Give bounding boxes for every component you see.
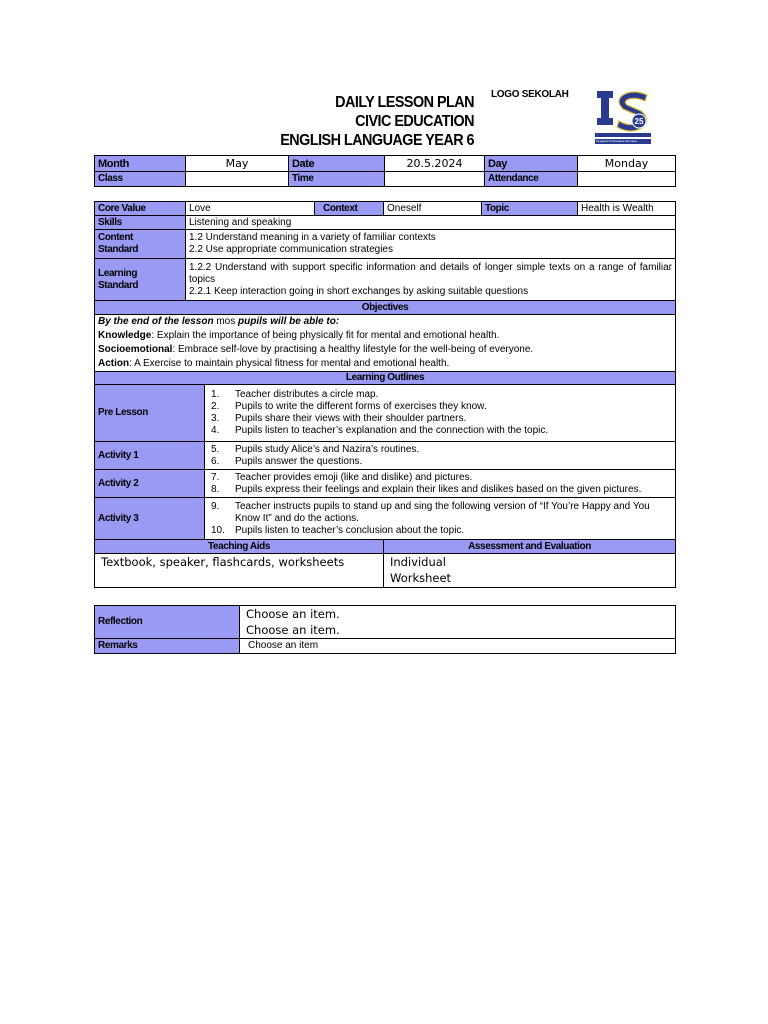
pre-lesson-list	[211, 389, 672, 437]
lesson-plan-table	[94, 201, 676, 588]
reflection-choice-1[interactable]: Choose an item.	[246, 607, 340, 621]
month-label: Month	[95, 156, 186, 172]
action-label: Action	[98, 358, 130, 369]
date-value[interactable]: 20.5.2024	[385, 156, 485, 172]
list-item: 6. Pupils answer the questions.	[211, 455, 363, 467]
class-value[interactable]	[186, 172, 289, 187]
objectives-body	[95, 315, 676, 372]
date-label: Date	[289, 156, 385, 172]
teaching-aids-value[interactable]	[95, 554, 384, 588]
document-title	[250, 93, 474, 150]
teaching-aids-heading: Teaching Aids	[95, 540, 384, 554]
list-item: 5. Pupils study Alice’s and Nazira’s routines.	[211, 443, 420, 455]
list-item: 7. Teacher provides emoji (like and dislike) and pictures.	[211, 471, 473, 483]
activity-2-steps	[205, 470, 676, 498]
knowledge-label: Knowledge	[98, 330, 152, 341]
attendance-value[interactable]	[578, 172, 676, 187]
topic-value: Health is Wealth	[578, 202, 676, 216]
reflection-value[interactable]	[240, 606, 676, 639]
activity-3-steps	[205, 498, 676, 540]
day-label: Day	[485, 156, 578, 172]
activity-1-list	[211, 444, 672, 468]
objectives-intro-c: pupils will be able to:	[238, 316, 340, 327]
svg-text:25: 25	[634, 117, 644, 126]
assessment-line-1: Individual	[390, 555, 447, 569]
content-standard-1: 1.2 Understand meaning in a variety of familiar contexts	[189, 232, 436, 243]
objectives-intro-a: By the end of the lesson	[98, 316, 214, 327]
reflection-label: Reflection	[95, 606, 240, 639]
school-logo-25-icon	[593, 87, 653, 149]
content-label-line-2: Standard	[98, 244, 139, 255]
learning-outlines-heading: Learning Outlines	[95, 372, 676, 385]
activity-1-label: Activity 1	[95, 442, 205, 470]
core-value: Love	[186, 202, 315, 216]
topic-label: Topic	[482, 202, 578, 216]
content-standard-label	[95, 230, 186, 259]
socioemotional-label: Socioemotional	[98, 344, 173, 355]
list-item: 4. Pupils listen to teacher’s explanation and the connection with the topic.	[211, 425, 549, 436]
objective-knowledge	[98, 329, 672, 343]
assessment-heading: Assessment and Evaluation	[384, 540, 676, 554]
time-label: Time	[289, 172, 385, 187]
class-label: Class	[95, 172, 186, 187]
context-value: Oneself	[384, 202, 482, 216]
list-item: 2. Pupils to write the different forms of exercises they know.	[211, 401, 487, 412]
reflection-choice-2[interactable]: Choose an item.	[246, 623, 340, 637]
learning-standard-2: 2.2.1 Keep interaction going in short exchanges by asking suitable questions	[189, 285, 529, 297]
remarks-label: Remarks	[95, 639, 240, 654]
activity-3-label: Activity 3	[95, 498, 205, 540]
activity-2-list	[211, 472, 672, 496]
core-value-label: Core Value	[95, 202, 186, 216]
title-line-3: ENGLISH LANGUAGE YEAR 6	[280, 132, 474, 149]
activity-1-steps	[205, 442, 676, 470]
socioemotional-text: : Embrace self-love by practising a healthy lifestyle for the well-being of everyone.	[172, 344, 534, 355]
learning-label-line-2: Standard	[98, 279, 139, 291]
content-label-line-1: Content	[98, 232, 133, 243]
info-table	[94, 155, 676, 187]
title-line-2: CIVIC EDUCATION	[355, 113, 474, 130]
action-text: : A Exercise to maintain physical fitness for mental and emotional health.	[129, 358, 450, 369]
remarks-value[interactable]: Choose an item	[240, 639, 676, 654]
logo-caption: Pengajaran Pembelajaran Bermakna	[596, 140, 637, 143]
learning-standard-label	[95, 259, 186, 301]
day-value[interactable]: Monday	[578, 156, 676, 172]
learning-standard-1: 1.2.2 Understand with support specific information and details of longer simple texts on a range of familiar topics	[189, 261, 672, 285]
objectives-heading: Objectives	[95, 301, 676, 315]
objectives-intro-b: mos	[213, 316, 239, 327]
list-item: 1. Teacher distributes a circle map.	[211, 389, 379, 400]
month-value[interactable]: May	[186, 156, 289, 172]
list-item: 3. Pupils share their views with their shoulder partners.	[211, 413, 467, 424]
attendance-label: Attendance	[485, 172, 578, 187]
knowledge-text: : Explain the importance of being physically fit for mental and emotional health.	[151, 330, 500, 341]
reflection-table	[94, 605, 676, 654]
list-item: 8. Pupils express their feelings and explain their likes and dislikes based on the given pictures.	[211, 483, 642, 495]
activity-3-list	[211, 501, 672, 537]
list-item: 9. Teacher instructs pupils to stand up and sing the following version of “If You’re Happy and You Know It” and do the actions.	[211, 500, 650, 524]
activity-2-label: Activity 2	[95, 470, 205, 498]
content-standard-2: 2.2 Use appropriate communication strategies	[189, 244, 393, 255]
learning-standard-value	[186, 259, 676, 301]
objective-action	[98, 357, 672, 371]
learning-label-line-1: Learning	[98, 267, 138, 279]
pre-lesson-steps	[205, 385, 676, 442]
assessment-line-2: Worksheet	[390, 571, 452, 585]
pre-lesson-label: Pre Lesson	[95, 385, 205, 442]
skills-label: Skills	[95, 216, 186, 230]
list-item: 10. Pupils listen to teacher’s conclusion about the topic.	[211, 524, 465, 536]
objective-socioemotional	[98, 343, 672, 357]
assessment-value[interactable]	[384, 554, 676, 588]
time-value[interactable]	[385, 172, 485, 187]
teaching-aids-text: Textbook, speaker, flashcards, worksheets	[101, 555, 345, 569]
objectives-intro	[98, 315, 672, 329]
skills-value: Listening and speaking	[186, 216, 676, 230]
context-label: Context	[315, 202, 384, 216]
title-line-1: DAILY LESSON PLAN	[335, 94, 474, 111]
content-standard-value	[186, 230, 676, 259]
logo-label: LOGO SEKOLAH	[491, 89, 569, 100]
